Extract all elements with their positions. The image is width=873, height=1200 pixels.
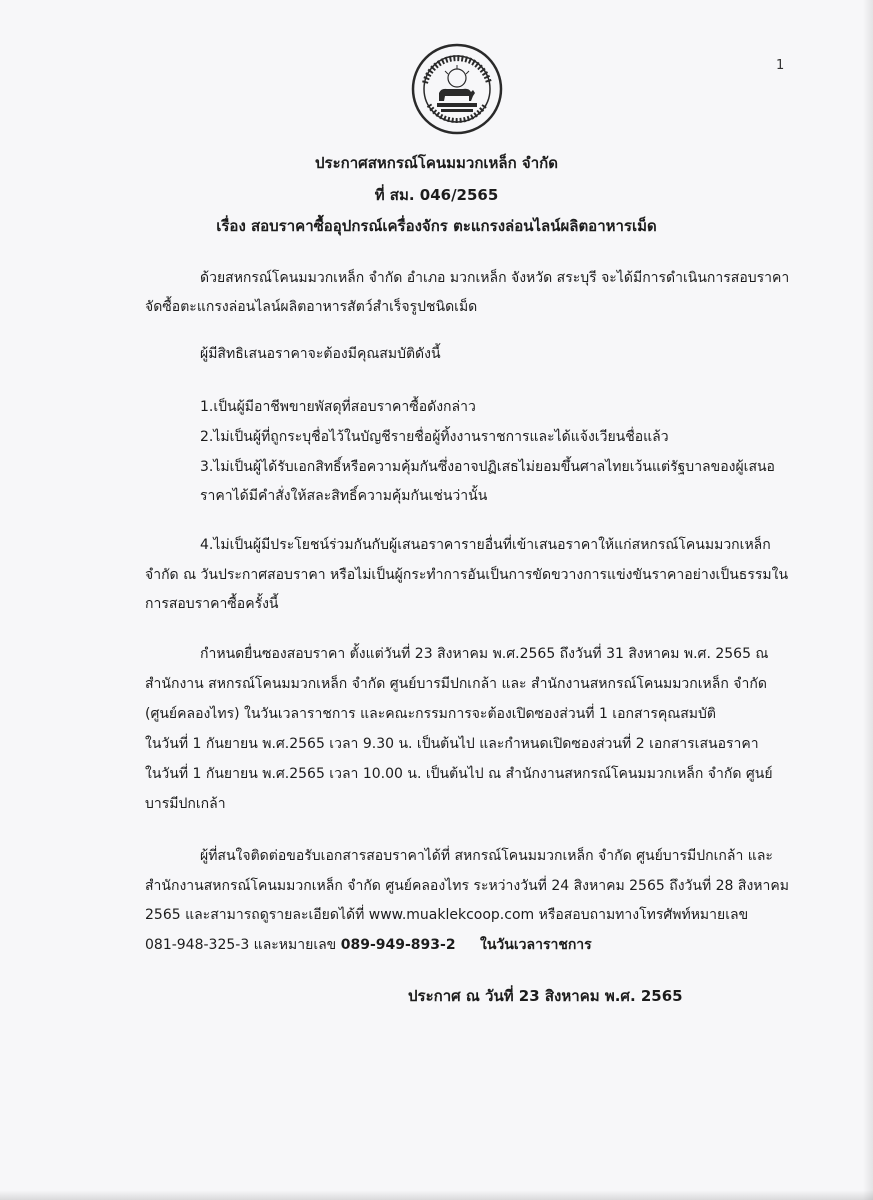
- contact-line: สำนักงานสหกรณ์โคนมมวกเหล็ก จำกัด ศูนย์คลองไทร ระหว่างวันที่ 24 สิงหาคม 2565 ถึงวันที่ 28 สิงหาคม: [145, 878, 789, 894]
- announcement-number: ที่ สม. 046/2565: [374, 186, 499, 204]
- contact-phone-line: [145, 935, 592, 955]
- schedule-line: สำนักงาน สหกรณ์โคนมมวกเหล็ก จำกัด ศูนย์บารมีปกเกล้า และ สำนักงานสหกรณ์โคนมมวกเหล็ก จำกัด: [145, 676, 767, 692]
- schedule-line: ในวันที่ 1 กันยายน พ.ศ.2565 เวลา 9.30 น. เป็นต้นไป และกำหนดเปิดซองส่วนที่ 2 เอกสารเสนอราคา: [145, 736, 759, 752]
- contact-line: 2565 และสามารถดูรายละเอียดได้ที่ www.muaklekcoop.com หรือสอบถามทางโทรศัพท์หมายเลข: [145, 907, 749, 923]
- contact-phone-suffix: ในวันเวลาราชการ: [480, 937, 592, 953]
- announcement-title: ประกาศสหกรณ์โคนมมวกเหล็ก จำกัด: [315, 154, 558, 172]
- qualification-item-4: 4.ไม่เป็นผู้มีประโยชน์ร่วมกันกับผู้เสนอราคารายอื่นที่เข้าเสนอราคาให้แก่สหกรณ์โคนมมวกเหล็ก: [200, 537, 771, 553]
- qualification-item-4-continued: การสอบราคาซื้อครั้งนี้: [145, 596, 279, 612]
- contact-phone-prefix: 081-948-325-3 และหมายเลข: [145, 937, 337, 953]
- contact-line: ผู้ที่สนใจติดต่อขอรับเอกสารสอบราคาได้ที่ สหกรณ์โคนมมวกเหล็ก จำกัด ศูนย์บารมีปกเกล้า และ: [200, 848, 773, 864]
- page-number: 1: [776, 58, 785, 73]
- qualification-item-continued: ราคาได้มีคำสั่งให้สละสิทธิ์ความคุ้มกันเช่นว่านั้น: [200, 488, 488, 504]
- contact-phone-number: 089-949-893-2: [340, 937, 456, 953]
- page-edge-shadow-bottom: [0, 1190, 873, 1200]
- intro-line: ด้วยสหกรณ์โคนมมวกเหล็ก จำกัด อำเภอ มวกเหล็ก จังหวัด สระบุรี จะได้มีการดำเนินการสอบราคา: [200, 270, 790, 286]
- intro-line: จัดซื้อตะแกรงล่อนไลน์ผลิตอาหารสัตว์สำเร็จรูปชนิดเม็ด: [145, 299, 478, 315]
- qualification-item: 3.ไม่เป็นผู้ได้รับเอกสิทธิ์หรือความคุ้มกันซึ่งอาจปฏิเสธไม่ยอมขึ้นศาลไทยเว้นแต่รัฐบาลของผู้เสนอ: [200, 459, 775, 475]
- qualification-item: 1.เป็นผู้มีอาชีพขายพัสดุที่สอบราคาซื้อดังกล่าว: [200, 399, 476, 415]
- qualification-item-4-continued: จำกัด ณ วันประกาศสอบราคา หรือไม่เป็นผู้กระทำการอันเป็นการขัดขวางการแข่งขันราคาอย่างเป็นธรรมใน: [145, 567, 789, 583]
- schedule-line: (ศูนย์คลองไทร) ในวันเวลาราชการ และคณะกรรมการจะต้องเปิดซองส่วนที่ 1 เอกสารคุณสมบัติ: [145, 706, 717, 722]
- announcement-subject: เรื่อง สอบราคาซื้ออุปกรณ์เครื่องจักร ตะแกรงล่อนไลน์ผลิตอาหารเม็ด: [216, 217, 657, 235]
- qualification-item: 2.ไม่เป็นผู้ที่ถูกระบุชื่อไว้ในบัญชีรายชื่อผู้ทิ้งงานราชการและได้แจ้งเวียนชื่อแล้ว: [200, 429, 669, 445]
- schedule-line: กำหนดยื่นซองสอบราคา ตั้งแต่วันที่ 23 สิงหาคม พ.ศ.2565 ถึงวันที่ 31 สิงหาคม พ.ศ. 2565 ณ: [200, 646, 769, 662]
- announcement-date: ประกาศ ณ วันที่ 23 สิงหาคม พ.ศ. 2565: [408, 987, 683, 1005]
- cooperative-seal-logo: [411, 43, 503, 135]
- qualifications-heading: ผู้มีสิทธิเสนอราคาจะต้องมีคุณสมบัติดังนี้: [200, 346, 441, 362]
- schedule-line: บารมีปกเกล้า: [145, 796, 226, 812]
- page-edge-shadow: [863, 0, 873, 1200]
- schedule-line: ในวันที่ 1 กันยายน พ.ศ.2565 เวลา 10.00 น. เป็นต้นไป ณ สำนักงานสหกรณ์โคนมมวกเหล็ก จำกัด ศูนย์: [145, 766, 773, 782]
